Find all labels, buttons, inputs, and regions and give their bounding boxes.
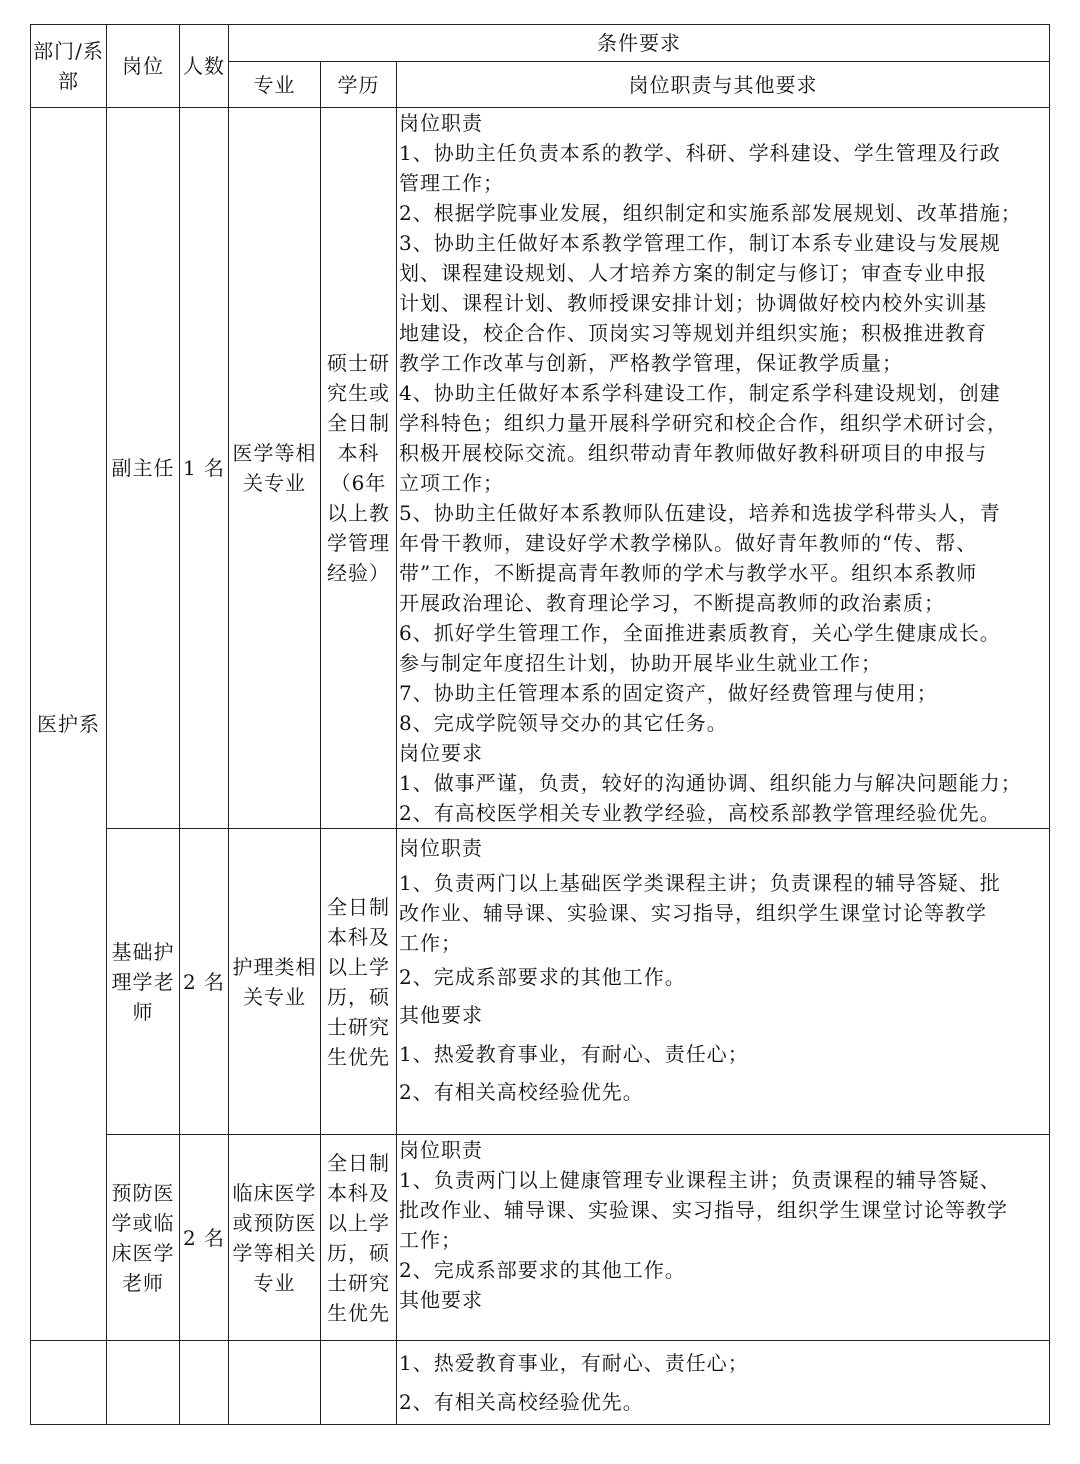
count-cell: 2 名: [180, 1135, 229, 1341]
education-cell: [321, 1341, 397, 1425]
education-cell: 全日制本科及以上学历，硕士研究生优先: [321, 1135, 397, 1341]
count-cell: 2 名: [180, 829, 229, 1135]
header-dept: 部门/系部: [31, 25, 107, 108]
duty-line: 带”工作，不断提高青年教师的学术与教学水平。组织本系教师: [399, 561, 978, 585]
count-cell: 1 名: [180, 108, 229, 829]
post-cell: 副主任: [107, 108, 180, 829]
duties-cell: [397, 108, 1050, 829]
duty-line: 工作；: [399, 1228, 462, 1252]
post-cell: [107, 1341, 180, 1425]
major-cell: 护理类相关专业: [229, 829, 321, 1135]
duty-line: 7、协助主任管理本系的固定资产，做好经费管理与使用；: [399, 681, 938, 705]
major-cell: 医学等相关专业: [229, 108, 321, 829]
duty-line: 5、协助主任做好本系教师队伍建设，培养和选拔学科带头人，青: [399, 501, 1001, 525]
duty-line: 2、根据学院事业发展，组织制定和实施系部发展规划、改革措施；: [399, 201, 1022, 225]
duties-cell: [397, 829, 1050, 1135]
duty-line: 积极开展校际交流。组织带动青年教师做好教科研项目的申报与: [399, 441, 987, 465]
duty-line: 2、完成系部要求的其他工作。: [399, 964, 686, 989]
header-major: 专业: [229, 62, 321, 108]
header-count: 人数: [180, 25, 229, 108]
department-cell-continued: [31, 1341, 107, 1425]
post-cell: 基础护理学老师: [107, 829, 180, 1135]
duty-line: 计划、课程计划、教师授课安排计划；协调做好校内校外实训基: [399, 291, 987, 315]
duty-line: 1、负责两门以上健康管理专业课程主讲；负责课程的辅导答疑、: [399, 1168, 1001, 1192]
duty-line: 8、完成学院领导交办的其它任务。: [399, 711, 728, 735]
duty-line: 其他要求: [399, 1288, 483, 1312]
duty-line: 地建设，校企合作、顶岗实习等规划并组织实施；积极推进教育: [399, 321, 987, 345]
duty-line: 批改作业、辅导课、实验课、实习指导，组织学生课堂讨论等教学: [399, 1198, 1008, 1222]
duty-line: 1、热爱教育事业，有耐心、责任心；: [399, 1041, 749, 1066]
duty-line: 2、有高校医学相关专业教学经验，高校系部教学管理经验优先。: [399, 801, 1001, 825]
duty-line: 1、做事严谨，负责，较好的沟通协调、组织能力与解决问题能力；: [399, 771, 1022, 795]
duties-cell: [397, 1135, 1050, 1341]
duty-line: 2、有相关高校经验优先。: [399, 1389, 644, 1414]
duty-line: 立项工作；: [399, 471, 504, 495]
education-cell: 全日制本科及以上学历，硕士研究生优先: [321, 829, 397, 1135]
duty-line: 改作业、辅导课、实验课、实习指导，组织学生课堂讨论等教学: [399, 900, 987, 925]
duty-line: 1、热爱教育事业，有耐心、责任心；: [399, 1351, 749, 1375]
duty-line: 开展政治理论、教育理论学习，不断提高教师的政治素质；: [399, 591, 945, 615]
department-cell: 医护系: [31, 108, 107, 1341]
duty-line: 1、负责两门以上基础医学类课程主讲；负责课程的辅导答疑、批: [399, 870, 1001, 895]
count-cell: [180, 1341, 229, 1425]
duty-line: 岗位职责: [399, 836, 483, 860]
header-conditions: 条件要求: [229, 25, 1050, 62]
major-cell: 临床医学或预防医学等相关专业: [229, 1135, 321, 1341]
duty-line: 3、协助主任做好本系教学管理工作，制订本系专业建设与发展规: [399, 231, 1001, 255]
duty-line: 岗位职责: [399, 111, 483, 135]
duty-line: 工作；: [399, 930, 462, 955]
recruitment-table: [30, 24, 1050, 1425]
duty-line: 2、完成系部要求的其他工作。: [399, 1258, 686, 1282]
duty-line: 教学工作改革与创新，严格教学管理，保证教学质量；: [399, 351, 903, 375]
duty-line: 1、协助主任负责本系的教学、科研、学科建设、学生管理及行政: [399, 141, 1001, 165]
duty-line: 6、抓好学生管理工作，全面推进素质教育，关心学生健康成长。: [399, 621, 1001, 645]
duty-line: 岗位要求: [399, 741, 483, 765]
header-post: 岗位: [107, 25, 180, 108]
post-cell: 预防医学或临床医学老师: [107, 1135, 180, 1341]
major-cell: [229, 1341, 321, 1425]
duty-line: 管理工作；: [399, 171, 504, 195]
header-duties: 岗位职责与其他要求: [397, 62, 1050, 108]
duties-cell: [397, 1341, 1050, 1425]
header-education: 学历: [321, 62, 397, 108]
duty-line: 2、有相关高校经验优先。: [399, 1080, 644, 1104]
education-cell: 硕士研究生或全日制本科（6年以上教学管理经验）: [321, 108, 397, 829]
duty-line: 参与制定年度招生计划，协助开展毕业生就业工作；: [399, 651, 882, 675]
duty-line: 年骨干教师，建设好学术教学梯队。做好青年教师的“传、帮、: [399, 531, 978, 555]
duty-line: 其他要求: [399, 1003, 483, 1027]
duty-line: 学科特色；组织力量开展科学研究和校企合作，组织学术研讨会，: [399, 411, 1008, 435]
duty-line: 划、课程建设规划、人才培养方案的制定与修订；审查专业申报: [399, 261, 987, 285]
duty-line: 岗位职责: [399, 1138, 483, 1162]
duty-line: 4、协助主任做好本系学科建设工作，制定系学科建设规划，创建: [399, 381, 1001, 405]
